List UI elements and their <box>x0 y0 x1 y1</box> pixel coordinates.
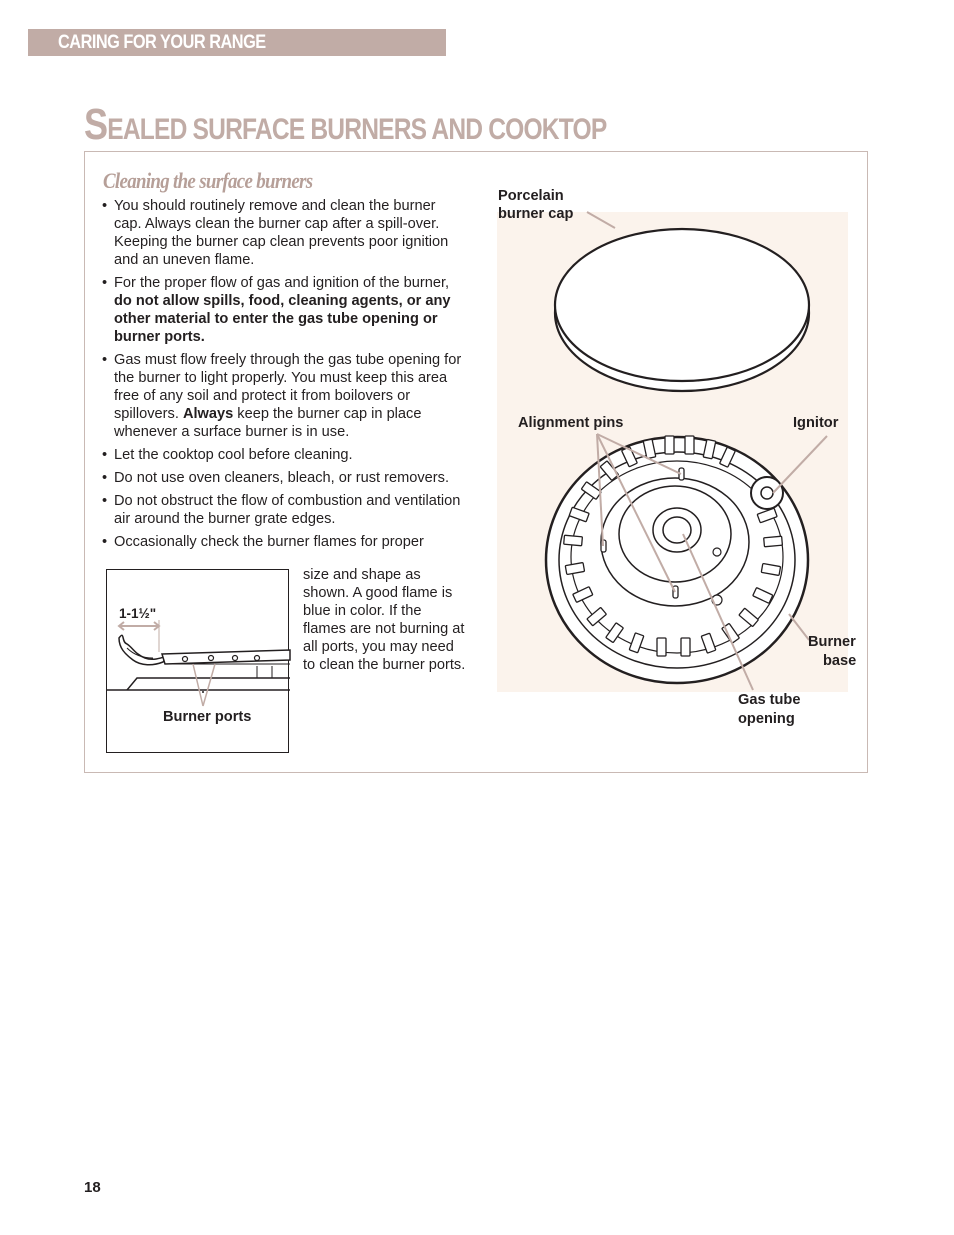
burner-ports-label: Burner ports <box>163 709 252 725</box>
bullet-item: • Do not use oven cleaners, bleach, or rust removers. <box>102 469 467 487</box>
flame-figure <box>106 569 289 753</box>
section-header-band <box>28 29 446 56</box>
gas-tube-label-line1: Gas tube <box>738 692 801 708</box>
cap-label-line2: burner cap <box>498 206 574 222</box>
gas-tube-label-line2: opening <box>738 711 795 727</box>
flame-measurement-label: 1-1½" <box>119 606 157 621</box>
flame-illustration <box>107 570 290 754</box>
bullet-item: • Do not obstruct the flow of combustion and ventilation air around the burner grate edges. <box>102 492 467 528</box>
burner-base-label-line2: base <box>823 653 857 669</box>
burner-diagram <box>497 212 848 732</box>
page-number: 18 <box>84 1179 101 1196</box>
bullet-list <box>102 197 467 551</box>
ignitor-label: Ignitor <box>793 415 839 431</box>
bullet-item: • Occasionally check the burner flames for proper <box>102 533 467 551</box>
cap-label-line1: Porcelain <box>498 188 564 204</box>
bullet-item: • You should routinely remove and clean the burner cap. Always clean the burner cap after a spill-over. Keeping the burner cap clean prevents poor ignition and an uneven flame. <box>102 197 467 269</box>
flame-paragraph-continuation: size and shape as shown. A good flame is blue in color. If the flames are not burning at all ports, you may need to clean the burner ports. <box>303 567 466 673</box>
alignment-pins-label: Alignment pins <box>518 415 624 431</box>
bullet-item: • Gas must flow freely through the gas tube opening for the burner to light properly. You must keep this area free of any soil and protect it from boilovers or spillovers. Always keep the burner cap in place whenever a surface burner is in use. <box>102 351 467 441</box>
page-title-rest: EALED SURFACE BURNERS AND COOKTOP <box>107 113 607 146</box>
bullet-item: • Let the cooktop cool before cleaning. <box>102 446 467 464</box>
section-title: Cleaning the surface burners <box>103 168 313 193</box>
section-header-text: CARING FOR YOUR RANGE <box>58 32 266 53</box>
burner-base-label-line1: Burner <box>808 634 856 650</box>
page-title-initial: S <box>84 100 108 149</box>
bullet-item: • For the proper flow of gas and ignition of the burner, do not allow spills, food, cleaning agents, or any other material to enter the gas tube opening or burner ports. <box>102 274 467 346</box>
page-title <box>84 100 606 150</box>
